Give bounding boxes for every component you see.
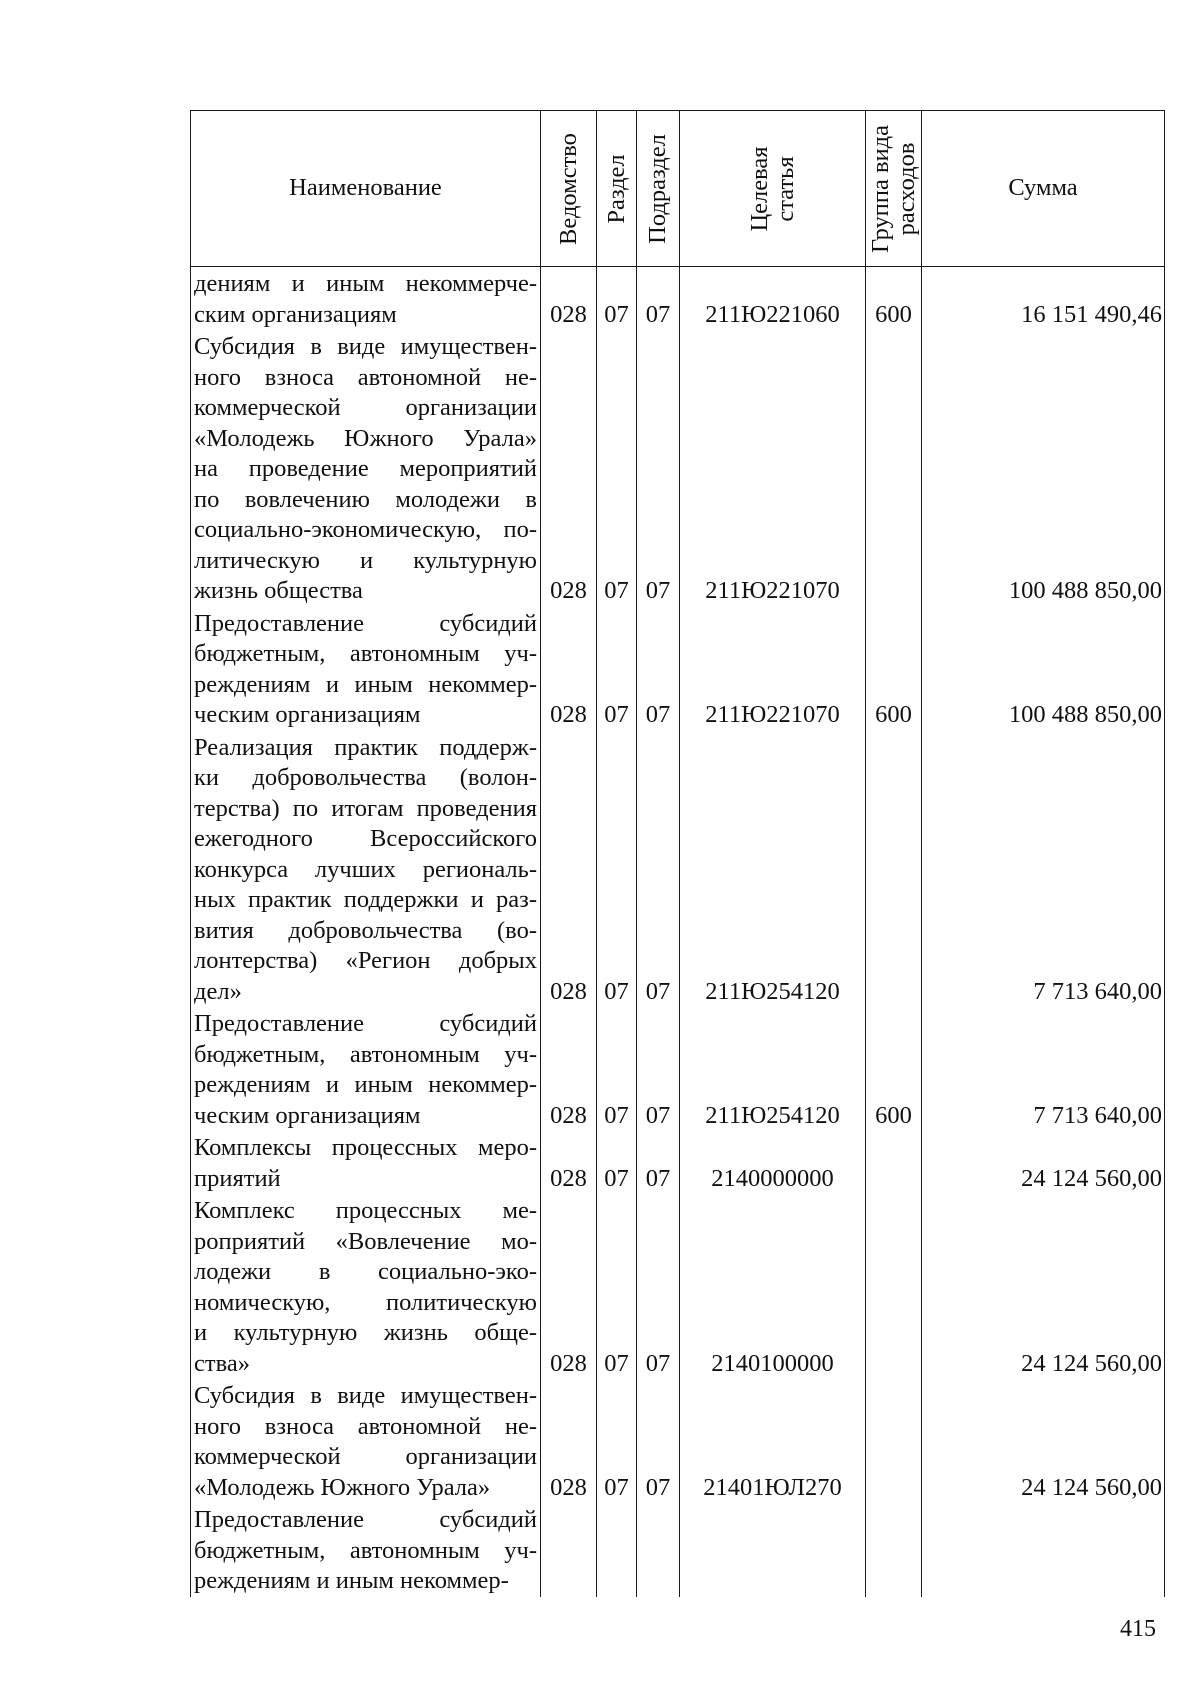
cell-podrazdel: 07 (637, 1131, 680, 1194)
cell-podrazdel: 07 (637, 267, 680, 331)
header-name: Наименование (191, 111, 541, 267)
name-line: ного взноса автономной не- (194, 363, 537, 391)
cell-tselevaya-statya: 211Ю221060 (680, 267, 866, 331)
name-line: Реализация практик поддерж- (194, 733, 537, 761)
name-line: Комплексы процессных меро- (194, 1134, 537, 1161)
cell-razdel: 07 (597, 267, 637, 331)
header-tselevaya-statya: Целевая статья (680, 111, 866, 267)
cell-gruppa-vida-raskhodov (866, 1379, 922, 1503)
name-line: Субсидия в виде имуществен- (194, 333, 537, 360)
name-line: и культурную жизнь обще- (194, 1319, 537, 1346)
cell-summa: 16 151 490,46 (922, 267, 1165, 331)
name-line: Субсидия в виде имуществен- (194, 1382, 537, 1409)
cell-name (191, 1007, 541, 1131)
name-line: ским организациям (194, 300, 397, 328)
cell-summa: 24 124 560,00 (922, 1379, 1165, 1503)
cell-vedomstvo: 028 (541, 1131, 597, 1194)
name-line: ства» (194, 1349, 250, 1377)
name-line: приятий (194, 1164, 281, 1192)
cell-podrazdel: 07 (637, 1007, 680, 1131)
cell-vedomstvo: 028 (541, 267, 597, 331)
budget-page (190, 110, 1164, 1594)
cell-vedomstvo: 028 (541, 1379, 597, 1503)
cell-vedomstvo: 028 (541, 1194, 597, 1379)
name-line: дениям и иным некоммерче- (194, 270, 537, 297)
cell-podrazdel: 07 (637, 330, 680, 607)
name-line: номическую, политическую (194, 1288, 537, 1316)
name-line: бюджетным, автономным уч- (194, 640, 537, 667)
cell-gruppa-vida-raskhodov: 600 (866, 607, 922, 731)
cell-gruppa-vida-raskhodov: 600 (866, 267, 922, 331)
page-number: 415 (1120, 1616, 1156, 1642)
cell-summa: 7 713 640,00 (922, 1007, 1165, 1131)
name-line: реждениям и иным некоммер- (194, 1567, 509, 1594)
cell-name (191, 330, 541, 607)
cell-name (191, 1131, 541, 1194)
cell-vedomstvo: 028 (541, 330, 597, 607)
cell-razdel: 07 (597, 330, 637, 607)
table-row (191, 1503, 1165, 1597)
cell-gruppa-vida-raskhodov: 600 (866, 1007, 922, 1131)
cell-gruppa-vida-raskhodov (866, 731, 922, 1008)
name-line: Предоставление субсидий (194, 1506, 537, 1533)
name-line: «Молодежь Южного Урала» (194, 1473, 491, 1501)
name-line: на проведение мероприятий (194, 455, 537, 482)
table-row (191, 1194, 1165, 1379)
cell-gruppa-vida-raskhodov (866, 1194, 922, 1379)
header-summa: Сумма (922, 111, 1165, 267)
name-line: лонтерства) «Регион добрых (194, 947, 537, 974)
name-line: ных практик поддержки и раз- (194, 886, 537, 913)
header-gruppa-vida-raskhodov: Группа вида расходов (866, 111, 922, 267)
cell-tselevaya-statya: 21401ЮЛ270 (680, 1379, 866, 1503)
name-line: ки добровольчества (волон- (194, 764, 537, 791)
cell-podrazdel: 07 (637, 731, 680, 1008)
name-line: бюджетным, автономным уч- (194, 1536, 537, 1564)
cell-podrazdel: 07 (637, 1379, 680, 1503)
name-line: ного взноса автономной не- (194, 1412, 537, 1440)
cell-tselevaya-statya: 211Ю221070 (680, 330, 866, 607)
header-vedomstvo: Ведомство (541, 111, 597, 267)
table-row (191, 731, 1165, 1008)
cell-razdel: 07 (597, 607, 637, 731)
name-line: Предоставление субсидий (194, 1010, 537, 1037)
cell-summa: 100 488 850,00 (922, 330, 1165, 607)
header-podrazdel: Подраздел (637, 111, 680, 267)
table-row (191, 1007, 1165, 1131)
cell-tselevaya-statya: 2140100000 (680, 1194, 866, 1379)
cell-podrazdel (637, 1503, 680, 1597)
cell-name (191, 1503, 541, 1597)
table-header-row (191, 111, 1165, 267)
cell-tselevaya-statya (680, 1503, 866, 1597)
cell-podrazdel: 07 (637, 1194, 680, 1379)
name-line: реждениям и иным некоммер- (194, 670, 537, 698)
cell-name (191, 267, 541, 331)
name-line: литическую и культурную (194, 546, 537, 574)
cell-razdel: 07 (597, 731, 637, 1008)
name-line: коммерческой организации (194, 1443, 537, 1470)
cell-vedomstvo: 028 (541, 1007, 597, 1131)
budget-table (190, 110, 1165, 1597)
name-line: бюджетным, автономным уч- (194, 1040, 537, 1068)
name-line: коммерческой организации (194, 394, 537, 421)
cell-razdel (597, 1503, 637, 1597)
cell-gruppa-vida-raskhodov (866, 1503, 922, 1597)
name-line: терства) по итогам проведения (194, 794, 537, 822)
name-line: лодежи в социально-эко- (194, 1258, 537, 1285)
table-row (191, 607, 1165, 731)
name-line: дел» (194, 977, 242, 1005)
cell-tselevaya-statya: 211Ю254120 (680, 731, 866, 1008)
name-line: по вовлечению молодежи в (194, 485, 537, 513)
cell-tselevaya-statya: 211Ю221070 (680, 607, 866, 731)
cell-summa (922, 1503, 1165, 1597)
cell-summa: 7 713 640,00 (922, 731, 1165, 1008)
cell-tselevaya-statya: 2140000000 (680, 1131, 866, 1194)
name-line: Комплекс процессных ме- (194, 1197, 537, 1224)
cell-vedomstvo: 028 (541, 607, 597, 731)
cell-name (191, 1194, 541, 1379)
name-line: конкурса лучших региональ- (194, 855, 537, 883)
cell-vedomstvo (541, 1503, 597, 1597)
table-row (191, 1131, 1165, 1194)
cell-summa: 24 124 560,00 (922, 1131, 1165, 1194)
cell-razdel: 07 (597, 1007, 637, 1131)
cell-summa: 24 124 560,00 (922, 1194, 1165, 1379)
name-line: ческим организациям (194, 701, 421, 728)
cell-summa: 100 488 850,00 (922, 607, 1165, 731)
cell-name (191, 731, 541, 1008)
cell-razdel: 07 (597, 1194, 637, 1379)
name-line: Предоставление субсидий (194, 609, 537, 637)
cell-razdel: 07 (597, 1379, 637, 1503)
name-line: ежегодного Всероссийского (194, 825, 537, 852)
cell-gruppa-vida-raskhodov (866, 330, 922, 607)
cell-name (191, 607, 541, 731)
name-line: социально-экономическую, по- (194, 516, 537, 543)
name-line: жизнь общества (194, 577, 363, 604)
table-row (191, 1379, 1165, 1503)
cell-tselevaya-statya: 211Ю254120 (680, 1007, 866, 1131)
header-razdel: Раздел (597, 111, 637, 267)
table-row (191, 267, 1165, 331)
cell-vedomstvo: 028 (541, 731, 597, 1008)
name-line: вития добровольчества (во- (194, 916, 537, 944)
name-line: «Молодежь Южного Урала» (194, 424, 537, 452)
name-line: роприятий «Вовлечение мо- (194, 1227, 537, 1255)
name-line: ческим организациям (194, 1101, 421, 1129)
cell-podrazdel: 07 (637, 607, 680, 731)
cell-gruppa-vida-raskhodov (866, 1131, 922, 1194)
table-row (191, 330, 1165, 607)
cell-name (191, 1379, 541, 1503)
cell-razdel: 07 (597, 1131, 637, 1194)
name-line: реждениям и иным некоммер- (194, 1071, 537, 1098)
